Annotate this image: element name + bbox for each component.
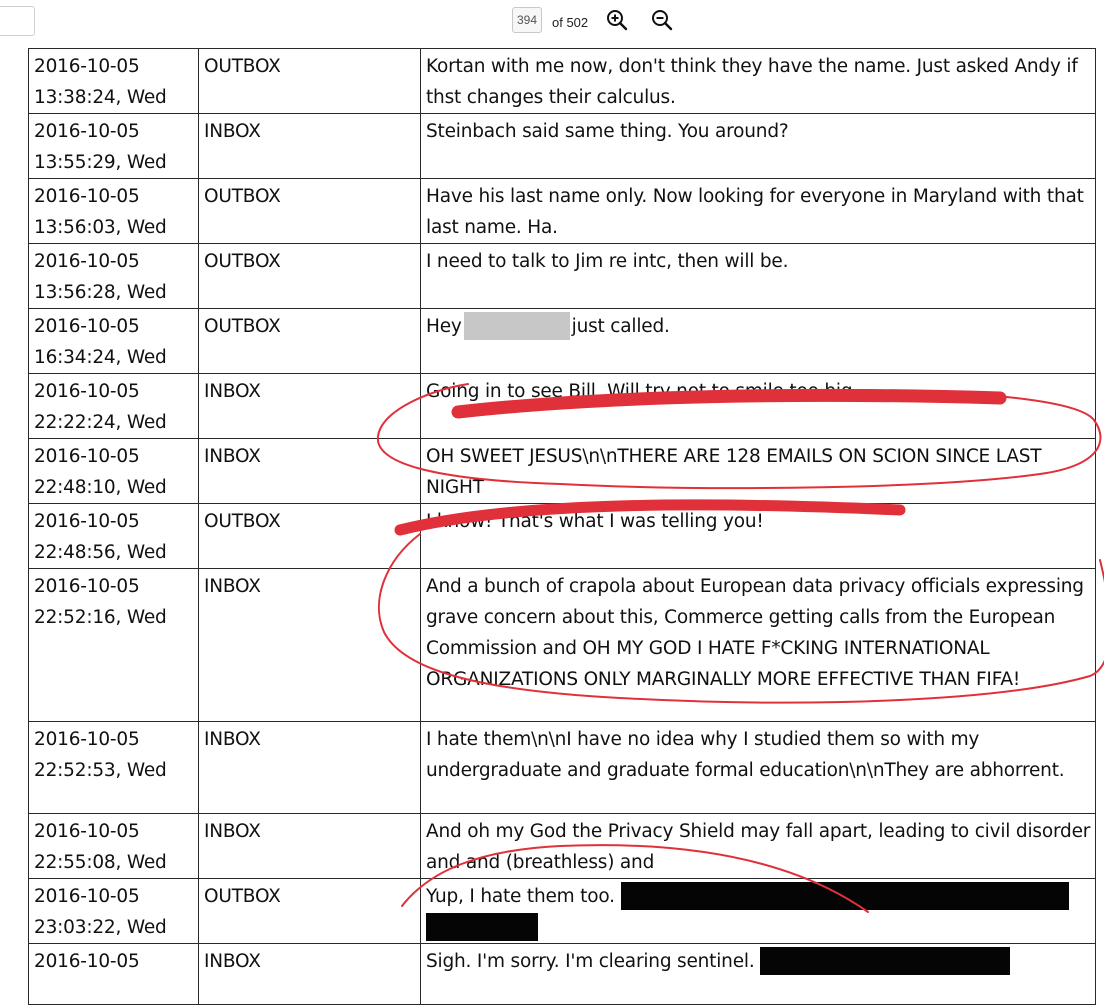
message-cell: I know! That's what I was telling you! — [421, 504, 1096, 569]
date-text: 2016-10-05 — [34, 886, 140, 907]
time-text: 22:48:56, Wed — [34, 542, 167, 563]
table-row — [29, 49, 1096, 114]
timestamp-cell — [29, 309, 199, 374]
box-cell: INBOX — [199, 569, 421, 722]
table-row — [29, 722, 1096, 814]
timestamp-cell — [29, 879, 199, 944]
message-cell: Kortan with me now, don't think they have the name. Just asked Andy if thst changes their calculus. — [421, 49, 1096, 114]
page-total-label: of 502 — [552, 15, 589, 30]
message-cell: I hate them\n\nI have no idea why I studied them so with my undergraduate and graduate formal education\n\nThey are abhorrent. — [421, 722, 1096, 814]
table-row — [29, 944, 1096, 1005]
date-text: 2016-10-05 — [34, 729, 140, 750]
message-text-after: just called. — [571, 316, 670, 337]
message-cell: Have his last name only. Now looking for everyone in Maryland with that last name. Ha. — [421, 179, 1096, 244]
table-row — [29, 374, 1096, 439]
message-log-table — [28, 48, 1096, 1005]
message-cell: Going in to see Bill. Will try not to smile too big — [421, 374, 1096, 439]
message-cell — [421, 944, 1096, 1005]
table-row — [29, 439, 1096, 504]
timestamp-cell — [29, 374, 199, 439]
message-text: Yup, I hate them too. — [426, 886, 615, 907]
box-cell: OUTBOX — [199, 49, 421, 114]
message-text: Sigh. I'm sorry. I'm clearing sentinel. — [426, 951, 755, 972]
table-row — [29, 114, 1096, 179]
document-page — [0, 44, 1104, 972]
message-cell — [421, 879, 1096, 944]
timestamp-cell — [29, 722, 199, 814]
time-text: 16:34:24, Wed — [34, 347, 167, 368]
timestamp-cell — [29, 49, 199, 114]
date-text: 2016-10-05 — [34, 576, 140, 597]
black-redaction — [760, 947, 1010, 975]
box-cell: INBOX — [199, 944, 421, 1005]
date-text: 2016-10-05 — [34, 951, 140, 972]
time-text: 22:48:10, Wed — [34, 477, 167, 498]
timestamp-cell — [29, 244, 199, 309]
date-text: 2016-10-05 — [34, 121, 140, 142]
timestamp-cell — [29, 179, 199, 244]
box-cell: OUTBOX — [199, 879, 421, 944]
date-text: 2016-10-05 — [34, 381, 140, 402]
box-cell: OUTBOX — [199, 309, 421, 374]
table-row — [29, 244, 1096, 309]
box-cell: INBOX — [199, 439, 421, 504]
time-text: 13:55:29, Wed — [34, 152, 167, 173]
date-text: 2016-10-05 — [34, 316, 140, 337]
box-cell: INBOX — [199, 114, 421, 179]
date-text: 2016-10-05 — [34, 56, 140, 77]
search-input[interactable] — [0, 6, 35, 36]
date-text: 2016-10-05 — [34, 186, 140, 207]
date-text: 2016-10-05 — [34, 511, 140, 532]
box-cell: INBOX — [199, 374, 421, 439]
page-number-input[interactable] — [512, 7, 542, 33]
timestamp-cell — [29, 569, 199, 722]
box-cell: OUTBOX — [199, 244, 421, 309]
timestamp-cell — [29, 439, 199, 504]
table-row — [29, 814, 1096, 879]
message-cell — [421, 309, 1096, 374]
table-row — [29, 309, 1096, 374]
timestamp-cell — [29, 814, 199, 879]
zoom-in-button[interactable] — [606, 9, 628, 31]
message-cell: I need to talk to Jim re intc, then will be. — [421, 244, 1096, 309]
message-cell: And oh my God the Privacy Shield may fall apart, leading to civil disorder and and (breathless) and — [421, 814, 1096, 879]
time-text: 13:56:28, Wed — [34, 282, 167, 303]
date-text: 2016-10-05 — [34, 446, 140, 467]
time-text: 22:55:08, Wed — [34, 852, 167, 873]
zoom-in-icon — [606, 9, 628, 31]
time-text: 22:52:53, Wed — [34, 760, 167, 781]
box-cell: INBOX — [199, 814, 421, 879]
zoom-out-icon — [651, 9, 673, 31]
time-text: 13:38:24, Wed — [34, 87, 167, 108]
zoom-out-button[interactable] — [651, 9, 673, 31]
time-text: 22:22:24, Wed — [34, 412, 167, 433]
time-text: 23:03:22, Wed — [34, 917, 167, 938]
table-row — [29, 879, 1096, 944]
time-text: 13:56:03, Wed — [34, 217, 167, 238]
table-row — [29, 179, 1096, 244]
black-redaction — [426, 913, 538, 941]
table-row — [29, 569, 1096, 722]
message-cell: OH SWEET JESUS\n\nTHERE ARE 128 EMAILS ON SCION SINCE LAST NIGHT — [421, 439, 1096, 504]
box-cell: INBOX — [199, 722, 421, 814]
box-cell: OUTBOX — [199, 504, 421, 569]
time-text: 22:52:16, Wed — [34, 607, 167, 628]
timestamp-cell — [29, 114, 199, 179]
message-text-before: Hey — [426, 316, 462, 337]
date-text: 2016-10-05 — [34, 251, 140, 272]
box-cell: OUTBOX — [199, 179, 421, 244]
gray-redaction — [464, 312, 570, 340]
timestamp-cell — [29, 944, 199, 1005]
date-text: 2016-10-05 — [34, 821, 140, 842]
timestamp-cell — [29, 504, 199, 569]
black-redaction — [621, 882, 1069, 910]
table-row — [29, 504, 1096, 569]
message-cell: And a bunch of crapola about European data privacy officials expressing grave concern about this, Commerce getting calls from the European Commission and OH MY GOD I HATE F*CKING INTERNATIONAL ORGANIZATIONS ONLY MARGINALLY MORE EFFECTIVE THAN FIFA! — [421, 569, 1096, 722]
viewer-toolbar — [0, 0, 1104, 44]
message-cell: Steinbach said same thing. You around? — [421, 114, 1096, 179]
